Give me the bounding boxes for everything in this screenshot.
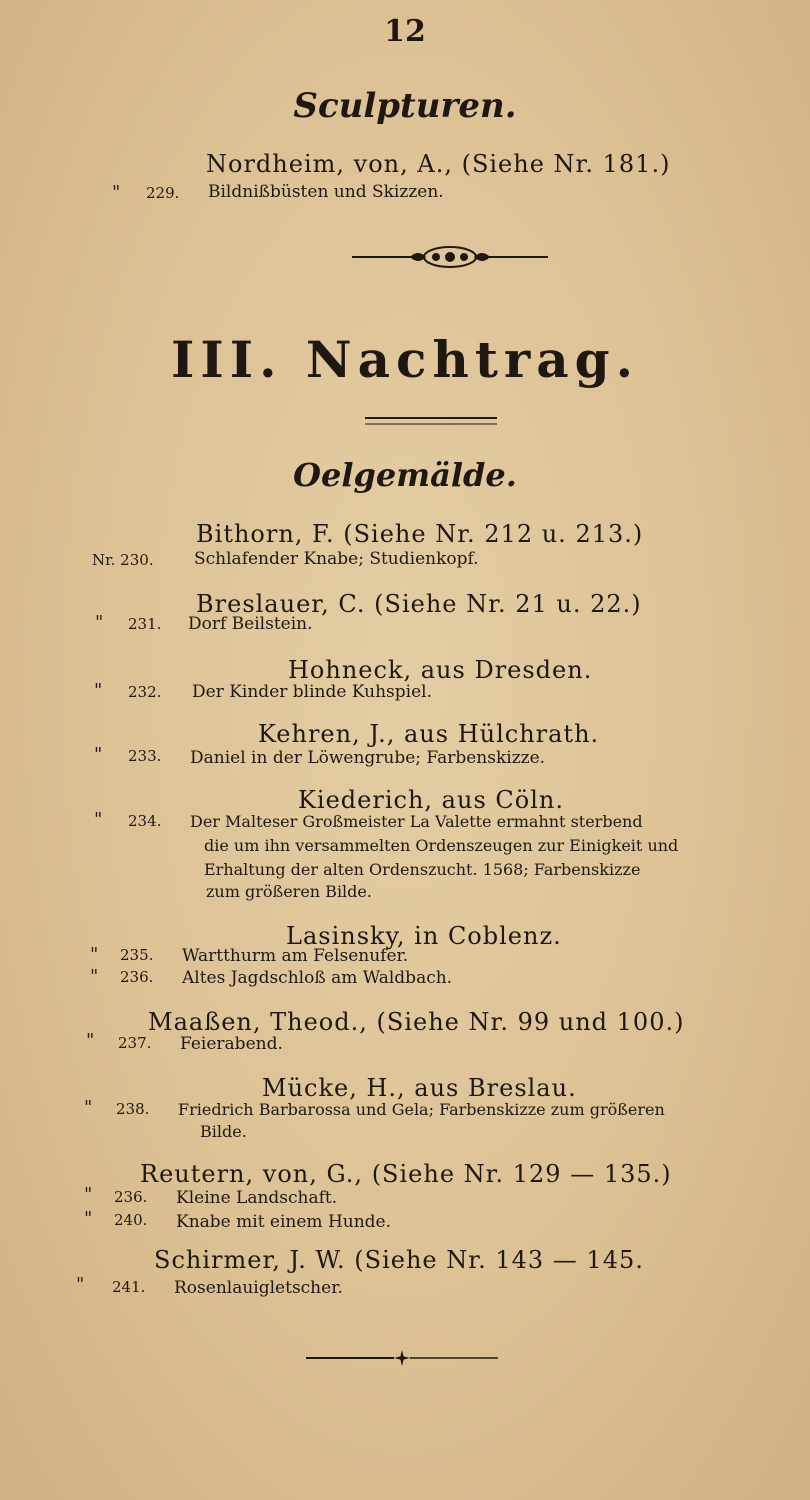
entry-title: Altes Jagdschloß am Waldbach. (182, 968, 453, 988)
ditto-mark: " (94, 744, 103, 765)
ditto-mark: " (86, 1030, 95, 1051)
ditto-mark: " (95, 612, 104, 633)
ditto-mark: " (90, 944, 99, 965)
section-heading-oelgemaelde: Oelgemälde. (293, 456, 517, 494)
entry-number: 229. (146, 184, 180, 202)
entry-text-line: Bilde. (200, 1122, 247, 1141)
artist-heading: Reutern, von, G., (Siehe Nr. 129 — 135.) (140, 1160, 672, 1188)
entry-text-line: Der Malteser Großmeister La Valette ermahnt sterbend (190, 812, 643, 831)
entry-title: Dorf Beilstein. (188, 614, 313, 634)
end-ornament (306, 1348, 498, 1368)
entry-number: 232. (128, 683, 162, 701)
entry-title: Bildnißbüsten und Skizzen. (208, 182, 444, 202)
artist-heading: Nordheim, von, A., (Siehe Nr. 181.) (206, 150, 671, 178)
entry-number: 236. (120, 968, 154, 986)
ditto-mark: " (84, 1184, 93, 1205)
entry-title: Knabe mit einem Hunde. (176, 1212, 392, 1232)
section-heading-nachtrag: III. Nachtrag. (170, 330, 640, 389)
entry-number: 234. (128, 812, 162, 830)
ditto-mark: " (90, 966, 99, 987)
entry-text-line: Friedrich Barbarossa und Gela; Farbenskizze zum größeren (178, 1100, 665, 1119)
double-rule (365, 415, 497, 427)
artist-heading: Bithorn, F. (Siehe Nr. 212 u. 213.) (196, 520, 644, 548)
ditto-mark: " (94, 680, 103, 701)
artist-heading: Kehren, J., aus Hülchrath. (258, 720, 600, 748)
page-number: 12 (384, 14, 426, 49)
artist-heading: Maaßen, Theod., (Siehe Nr. 99 und 100.) (148, 1008, 685, 1036)
entry-text-line: zum größeren Bilde. (206, 882, 372, 901)
ditto-mark: " (94, 809, 103, 830)
artist-heading: Mücke, H., aus Breslau. (262, 1074, 577, 1102)
entry-title: Feierabend. (180, 1034, 283, 1054)
entry-number: Nr. 230. (92, 551, 154, 569)
entry-title: Kleine Landschaft. (176, 1188, 338, 1208)
entry-number: 235. (120, 946, 154, 964)
ornament-divider (352, 244, 548, 270)
entry-number: 236. (114, 1188, 148, 1206)
artist-heading: Breslauer, C. (Siehe Nr. 21 u. 22.) (196, 590, 642, 618)
entry-text-line: die um ihn versammelten Ordenszeugen zur Einigkeit und (204, 836, 679, 855)
artist-heading: Kiederich, aus Cöln. (298, 786, 564, 814)
entry-number: 238. (116, 1100, 150, 1118)
artist-heading: Schirmer, J. W. (Siehe Nr. 143 — 145. (154, 1246, 644, 1274)
ditto-mark: " (84, 1097, 93, 1118)
entry-title: Daniel in der Löwengrube; Farbenskizze. (190, 748, 546, 768)
section-heading-sculpturen: Sculpturen. (293, 86, 517, 126)
entry-number: 240. (114, 1211, 148, 1229)
artist-heading: Lasinsky, in Coblenz. (286, 922, 562, 950)
entry-number: 233. (128, 747, 162, 765)
entry-title: Der Kinder blinde Kuhspiel. (192, 682, 433, 702)
entry-title: Schlafender Knabe; Studienkopf. (194, 549, 479, 569)
entry-number: 231. (128, 615, 162, 633)
entry-title: Rosenlauigletscher. (174, 1278, 343, 1298)
artist-heading: Hohneck, aus Dresden. (288, 656, 593, 684)
entry-number: 241. (112, 1278, 146, 1296)
entry-number: 237. (118, 1034, 152, 1052)
ditto-mark: " (112, 182, 121, 203)
ditto-mark: " (76, 1274, 85, 1295)
entry-title: Wartthurm am Felsenufer. (182, 946, 409, 966)
entry-text-line: Erhaltung der alten Ordenszucht. 1568; Farbenskizze (204, 860, 641, 879)
ditto-mark: " (84, 1208, 93, 1229)
